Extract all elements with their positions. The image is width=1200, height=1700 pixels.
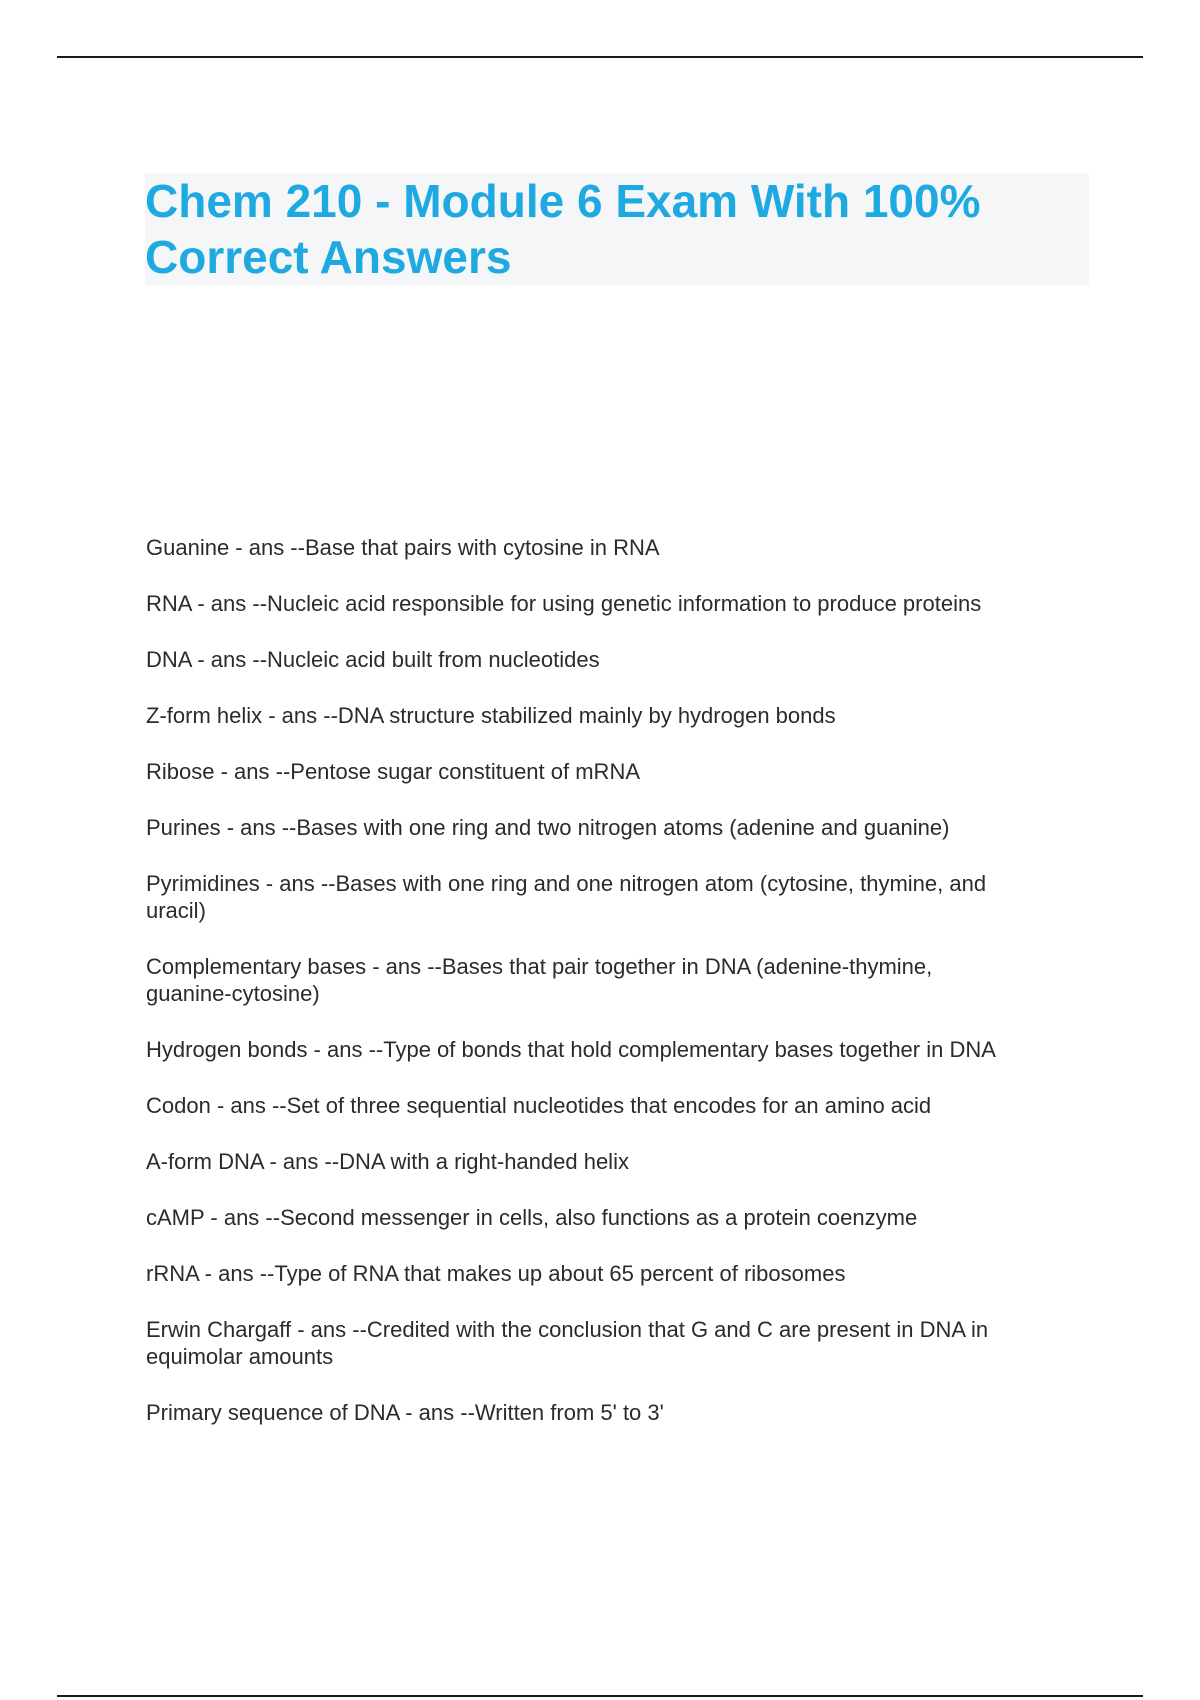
- qa-entry: [146, 534, 1090, 561]
- qa-entry-line: guanine-cytosine): [146, 981, 320, 1006]
- qa-entry-line: A-form DNA - ans --DNA with a right-handed helix: [146, 1149, 629, 1174]
- qa-entry: [146, 1036, 1090, 1063]
- qa-entry-line: equimolar amounts: [146, 1344, 334, 1369]
- qa-entry: [146, 1399, 1090, 1426]
- qa-entry-line: Purines - ans --Bases with one ring and two nitrogen atoms (adenine and guanine): [146, 815, 950, 840]
- qa-entry-line: Codon - ans --Set of three sequential nucleotides that encodes for an amino acid: [146, 1093, 932, 1118]
- qa-entry: [146, 1204, 1090, 1231]
- qa-entry-line: Primary sequence of DNA - ans --Written from 5' to 3': [146, 1400, 664, 1425]
- qa-entry: [146, 758, 1090, 785]
- qa-entry: [146, 870, 1090, 924]
- qa-entry: [146, 1316, 1090, 1370]
- qa-entry: [146, 953, 1090, 1007]
- qa-entry-line: Ribose - ans --Pentose sugar constituent of mRNA: [146, 759, 641, 784]
- qa-entry-line: DNA - ans --Nucleic acid built from nucleotides: [146, 647, 600, 672]
- bottom-divider: [57, 1695, 1143, 1697]
- top-divider: [57, 56, 1143, 58]
- qa-entry-line: Pyrimidines - ans --Bases with one ring and one nitrogen atom (cytosine, thymine, and: [146, 871, 987, 896]
- qa-entry-line: RNA - ans --Nucleic acid responsible for using genetic information to produce proteins: [146, 591, 982, 616]
- qa-entry: [146, 1260, 1090, 1287]
- qa-entry: [146, 1092, 1090, 1119]
- document-title: [145, 173, 1089, 285]
- qa-entry: [146, 590, 1090, 617]
- qa-entry-line: Z-form helix - ans --DNA structure stabilized mainly by hydrogen bonds: [146, 703, 836, 728]
- title-line-1: Chem 210 - Module 6 Exam With 100%: [145, 175, 981, 227]
- qa-entry-line: Guanine - ans --Base that pairs with cytosine in RNA: [146, 535, 660, 560]
- qa-entry: [146, 814, 1090, 841]
- qa-entry-line: Hydrogen bonds - ans --Type of bonds that hold complementary bases together in DNA: [146, 1037, 996, 1062]
- qa-entry: [146, 702, 1090, 729]
- title-line-2: Correct Answers: [145, 231, 512, 283]
- qa-entry-line: rRNA - ans --Type of RNA that makes up about 65 percent of ribosomes: [146, 1261, 846, 1286]
- qa-entry-line: uracil): [146, 898, 206, 923]
- qa-entry-line: Erwin Chargaff - ans --Credited with the conclusion that G and C are present in DNA in: [146, 1317, 989, 1342]
- qa-entry-line: cAMP - ans --Second messenger in cells, also functions as a protein coenzyme: [146, 1205, 918, 1230]
- qa-entry: [146, 646, 1090, 673]
- qa-entry: [146, 1148, 1090, 1175]
- qa-entry-line: Complementary bases - ans --Bases that pair together in DNA (adenine-thymine,: [146, 954, 933, 979]
- title-block: [145, 173, 1089, 285]
- qa-list: [146, 534, 1090, 1455]
